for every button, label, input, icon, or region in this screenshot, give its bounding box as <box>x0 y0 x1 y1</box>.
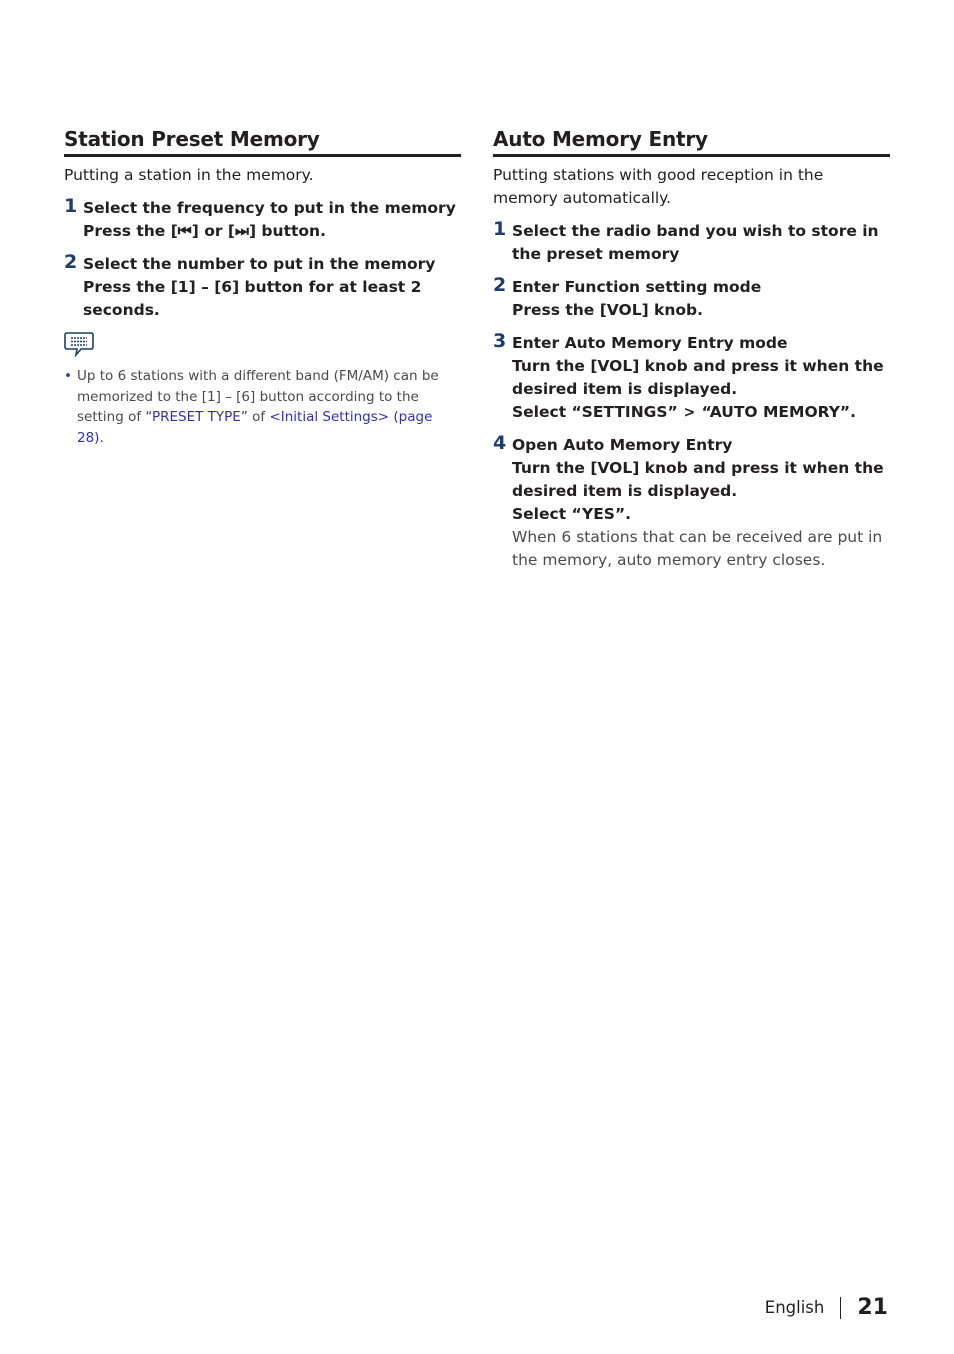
note-text-of: of <box>247 409 270 425</box>
step-number: 3 <box>493 330 507 352</box>
footer-divider <box>840 1297 841 1319</box>
section-intro: Putting a station in the memory. <box>64 166 314 184</box>
step-number: 1 <box>493 218 507 240</box>
step-title: Enter Auto Memory Entry mode <box>512 334 788 352</box>
step-instruction: Press the [1] – [6] button for at least 2 seconds. <box>83 278 422 319</box>
step-2 <box>64 253 461 322</box>
section-title-station-preset-memory: Station Preset Memory <box>64 126 461 157</box>
section-intro: Putting stations with good reception in the memory automatically. <box>493 166 824 207</box>
step-4 <box>493 434 890 572</box>
initial-settings-link[interactable]: <Initial Settings> (page 28) <box>77 409 433 446</box>
page-number: 21 <box>857 1295 888 1320</box>
step-1 <box>493 220 890 266</box>
step-instruction: Turn the [VOL] knob and press it when the desired item is displayed. <box>512 357 884 398</box>
step-2 <box>493 276 890 322</box>
step-1 <box>64 197 461 243</box>
step-title: Open Auto Memory Entry <box>512 436 733 454</box>
step-select-line <box>512 401 890 424</box>
step-number: 4 <box>493 432 507 454</box>
step-instruction: Turn the [VOL] knob and press it when the desired item is displayed. <box>512 459 884 500</box>
step-title: Enter Function setting mode <box>512 278 762 296</box>
step-title: Select the radio band you wish to store in the preset memory <box>512 222 879 263</box>
step-title: Select the frequency to put in the memory <box>83 199 456 217</box>
note-period: . <box>99 429 104 446</box>
step-3 <box>493 332 890 424</box>
auto-memory-text: “AUTO MEMORY”. <box>701 403 857 421</box>
step-number: 2 <box>64 251 78 273</box>
step-number: 1 <box>64 195 78 217</box>
preset-type-link[interactable]: “PRESET TYPE” <box>145 409 248 425</box>
left-column <box>64 126 461 448</box>
step-instruction: Press the [VOL] knob. <box>512 301 704 319</box>
note-icon <box>64 330 94 358</box>
section-title-auto-memory-entry: Auto Memory Entry <box>493 126 890 157</box>
step-select-yes: Select “YES”. <box>512 505 632 523</box>
note-text: Up to 6 stations with a different band (FM/AM) can be memorized to the [1] – [6] button according to the setting of <box>77 368 439 425</box>
step-title: Select the number to put in the memory <box>83 255 436 273</box>
bullet-icon: • <box>64 368 72 384</box>
select-settings-text: Select “SETTINGS” <box>512 403 678 421</box>
page-footer <box>765 1295 888 1320</box>
step-number: 2 <box>493 274 507 296</box>
step-description: When 6 stations that can be received are put in the memory, auto memory entry closes. <box>512 528 883 569</box>
footer-language: English <box>764 1298 825 1317</box>
step-instruction: Press the [⏮] or [⏭] button. <box>83 222 326 240</box>
note-item <box>64 366 461 448</box>
right-column <box>493 126 890 572</box>
chevron-right-icon: > <box>683 403 696 421</box>
